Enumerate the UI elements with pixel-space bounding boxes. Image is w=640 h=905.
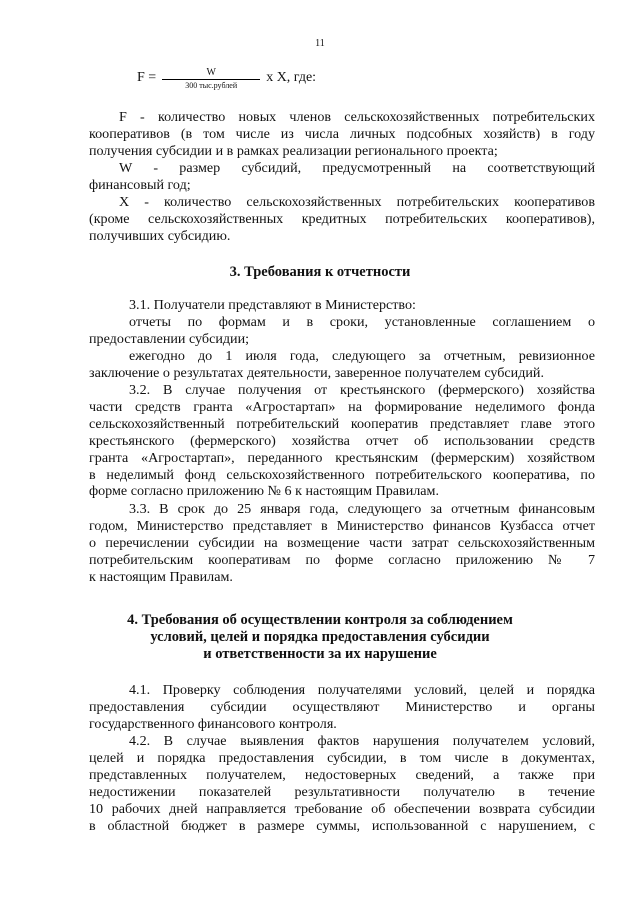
paragraph-audit: ежегодно до 1 июля года, следующего за отчетным, ревизионное заключение о результатах деятельности, заверенное получателем субсидий. [89,348,595,381]
page-number: 11 [315,38,325,49]
formula [137,62,316,94]
paragraph-3-1: 3.1. Получатели представляют в Министерство: [129,297,416,313]
paragraph-4-2: 4.2. В случае выявления фактов нарушения получателем условий, целей и порядка предоставления субсидии, в том числе в документах, представленных получателем, недостоверных сведений, а также при недостижении показателей результативности получателю в течение 10 рабочих дней направляется требование об обеспечении возврата субсидии в областной бюджет в размере суммы, использованной с нарушением, с [89,733,595,834]
formula-denominator: 300 тыс.рублей [185,80,238,90]
definition-f: F - количество новых членов сельскохозяйственных потребительских кооперативов (в том числе из числа личных подсобных хозяйств) в году получения субсидии и в рамках реализации регионального проекта; [89,109,595,159]
formula-lhs: F = [137,70,157,85]
formula-rhs: х X, где: [266,70,317,85]
definition-x: X - количество сельскохозяйственных потребительских кооперативов (кроме сельскохозяйственных кредитных потребительских кооперативов), получивших субсидию. [89,194,595,244]
formula-fraction [162,67,260,90]
paragraph-3-3: 3.3. В срок до 25 января года, следующего за отчетным финансовым годом, Министерство представляет в Министерство финансов Кузбасса отчет о перечислении субсидии на возмещение части затрат сельскохозяйственным потребительским кооперативам по форме согласно приложению № 7 к настоящим Правилам. [89,501,595,585]
section-4-heading: 4. Требования об осуществлении контроля за соблюдением условий, целей и порядка предоставления субсидии и ответственности за их нарушение [127,612,513,663]
paragraph-4-1: 4.1. Проверку соблюдения получателями условий, целей и порядка предоставления субсидии осуществляют Министерство и органы государственного финансового контроля. [89,682,595,732]
paragraph-3-2: 3.2. В случае получения от крестьянского (фермерского) хозяйства части средств гранта «Агростартап» на формирование неделимого фонда сельскохозяйственный потребительский кооператив представляет главе этого крестьянского (фермерского) хозяйства отчет об использовании средств гранта «Агростартап», переданного крестьянским (фермерским) хозяйством в неделимый фонд сельскохозяйственного потребительского кооператива, по форме согласно приложению № 6 к настоящим Правилам. [89,382,595,500]
formula-numerator: W [206,66,216,78]
definition-w: W - размер субсидий, предусмотренный на соответствующий финансовый год; [89,160,595,193]
paragraph-reports: отчеты по формам и в сроки, установленные соглашением о предоставлении субсидии; [89,314,595,347]
section-3-heading: 3. Требования к отчетности [229,264,411,280]
